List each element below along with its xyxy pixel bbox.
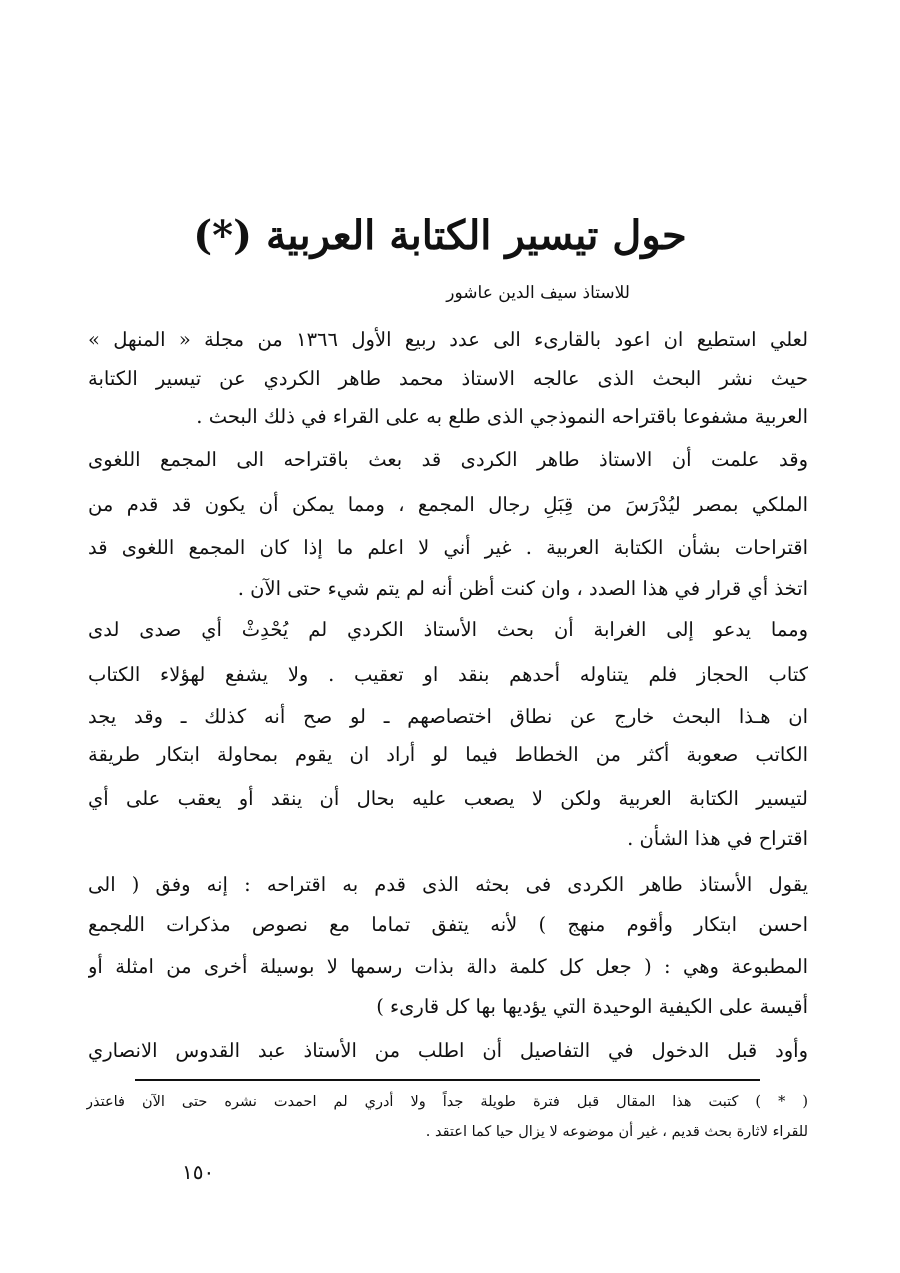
body-line: اقتراح في هذا الشأن . xyxy=(627,827,808,850)
body-line: أقيسة على الكيفية الوحيدة التي يؤديها بها كل قارىء ) xyxy=(376,995,808,1018)
body-line: اقتراحات بشأن الكتابة العربية . غير أني لا اعلم ما إذا كان المجمع اللغوى قد xyxy=(88,536,808,559)
body-line: اتخذ أي قرار في هذا الصدد ، وان كنت أظن أنه لم يتم شيء حتى الآن . xyxy=(237,577,808,600)
body-line: الملكي بمصر ليُدْرَسَ من قِبَلِ رجال المجمع ، ومما يمكن أن يكون قد قدم من xyxy=(88,493,808,516)
body-line: العربية مشفوعا باقتراحه النموذجي الذى طلع به على القراء في ذلك البحث . xyxy=(196,405,808,428)
body-line: ومما يدعو إلى الغرابة أن بحث الأستاذ الكردي لم يُحْدِثْ أي صدى لدى xyxy=(88,618,808,641)
body-line: احسن ابتكار وأقوم منهج ) لأنه يتفق تماما مع نصوص مذكرات المجمع xyxy=(88,913,808,936)
body-line: وقد علمت أن الاستاذ طاهر الكردى قد بعث باقتراحه الى المجمع اللغوى xyxy=(88,448,808,471)
body-line: لعلي استطيع ان اعود بالقارىء الى عدد ربيع الأول ١٣٦٦ من مجلة « المنهل » xyxy=(88,328,808,351)
body-line: لتيسير الكتابة العربية ولكن لا يصعب عليه بحال أن ينقد أو يعقب على أي xyxy=(88,787,808,810)
body-line: حيث نشر البحث الذى عالجه الاستاذ محمد طاهر الكردي عن تيسير الكتابة xyxy=(88,367,808,390)
footnote-line: ( * ) كتبت هذا المقال قبل فترة طويلة جداً ولا أدري لم احمدت نشره حتى الآن فاعتذر xyxy=(86,1094,808,1110)
footnote-divider xyxy=(135,1079,760,1081)
body-line: ان هـذا البحث خارج عن نطاق اختصاصهم ـ لو صح أنه كذلك ـ وقد يجد xyxy=(88,705,808,728)
margin-mark xyxy=(129,915,136,931)
footnote-line: للقراء لاثارة بحث قديم ، غير أن موضوعه لا يزال حيا كما اعتقد . xyxy=(425,1124,808,1140)
body-line: المطبوعة وهي : ( جعل كل كلمة دالة بذات رسمها لا بوسيلة أخرى من امثلة أو xyxy=(88,955,808,978)
body-line: وأود قبل الدخول في التفاصيل أن اطلب من الأستاذ عبد القدوس الانصاري xyxy=(88,1039,808,1062)
article-author: للاستاذ سيف الدين عاشور xyxy=(446,283,630,303)
page-number: ١٥٠ xyxy=(182,1160,215,1184)
article-title: حول تيسير الكتابة العربية (*) xyxy=(193,212,687,259)
body-line: يقول الأستاذ طاهر الكردى فى بحثه الذى قدم به اقتراحه : إنه وفق ( الى xyxy=(88,873,808,896)
body-line: الكاتب صعوبة أكثر من الخطاط فيما لو أراد ان يقوم بمحاولة ابتكار طريقة xyxy=(88,743,808,766)
body-line: كتاب الحجاز فلم يتناوله أحدهم بنقد او تعقيب . ولا يشفع لهؤلاء الكتاب xyxy=(88,663,808,686)
